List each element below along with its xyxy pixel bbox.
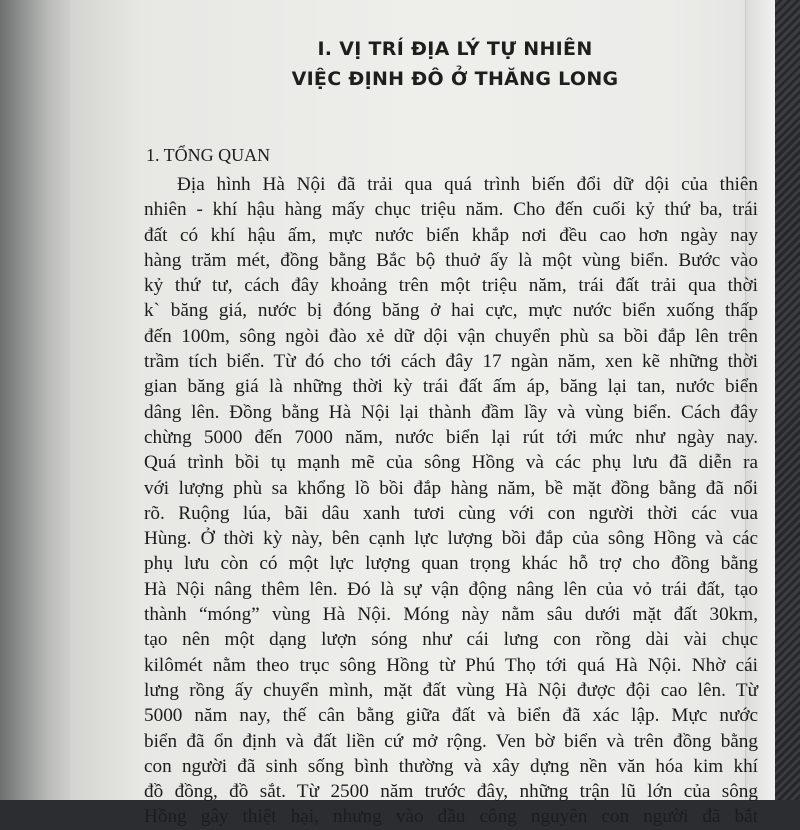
text-line: lưng rồng ấy chuyển mình, mặt đất vùng Hà Nội được đội cao lên. Từ [144,679,758,701]
text-line: phụ lưu còn có một lực lượng quan trọng khác hỗ trợ cho đồng bằng [144,553,758,575]
text-line: biển đã ổn định và đất liền cứ mở rộng. Ven bờ biển và trên đồng bằng [144,730,758,752]
background-left [0,0,80,800]
text-line: gian băng giá là những thời kỳ trái đất ấm áp, băng lại tan, nước biển [144,376,758,398]
text-line: nhiên - khí hậu hàng mấy chục triệu năm. Cho đến cuối kỷ thứ ba, trái [144,199,758,221]
text-line: với lượng phù sa khổng lồ bồi đắp hàng năm, bề mặt đồng bằng đã nổi [144,477,758,499]
background-right [775,0,800,800]
chapter-title-line-2: VIỆC ĐỊNH ĐÔ Ở THĂNG LONG [291,68,619,90]
text-line: đồ đồng, đồ sắt. Từ 2500 năm trước đây, những trận lũ lớn của sông [144,781,758,803]
text-line: tạo nên một dạng lượn sóng như cái lưng con rồng dài vài chục [144,629,758,651]
text-line: rõ. Ruộng lúa, bãi dâu xanh tươi cùng với con người thời các vua [144,502,758,524]
text-line: thành “móng” vùng Hà Nội. Móng này nằm sâu dưới mặt đất 30km, [144,604,758,626]
text-line: trầm tích biển. Từ đó cho tới cách đây 17 ngàn năm, xen kẽ những thời [144,351,758,373]
body-text [144,172,758,830]
text-line: kilômét nằm theo trục sông Hồng từ Phú Thọ tới quá Hà Nội. Nhờ cái [144,654,758,676]
text-line: Địa hình Hà Nội đã trải qua quá trình biến đổi dữ dội của thiên [177,174,758,195]
text-line: k` băng giá, nước bị đóng băng ở hai cực, mực nước biển xuống thấp [144,300,758,322]
text-line: con người đã sinh sống bình thường và xây dựng nền văn hóa kim khí [144,755,758,777]
text-line: hàng trăm mét, đồng bằng Bắc bộ thuở ấy là một vùng biển. Bước vào [144,249,758,271]
section-heading: 1. TỔNG QUAN [146,145,271,165]
text-line: đến 100m, sông ngòi đào xẻ dữ dội vận chuyển phù sa bồi đắp lên trên [144,325,758,347]
text-line: chừng 5000 đến 7000 năm, nước biển lại rút tới mức như ngày nay. [144,426,758,448]
chapter-title-line-1: I. VỊ TRÍ ĐỊA LÝ TỰ NHIÊN [317,38,593,60]
text-line: Quá trình bồi tụ mạnh mẽ của sông Hồng và các phụ lưu đã diễn ra [144,452,758,474]
text-line: đất có khí hậu ấm, mực nước biển khắp nơi đều cao hơn ngày nay [144,224,758,246]
text-line: kỷ thứ tư, cách đây khoảng trên một triệu năm, trái đất trải qua thời [144,275,758,297]
text-line: Hà Nội nâng thêm lên. Đó là sự vận động nâng lên của vỏ trái đất, tạo [144,578,758,600]
text-line: 5000 năm nay, thế cân bằng giữa đất và biển đã xác lập. Mực nước [144,705,758,727]
text-line: dâng lên. Đồng bằng Hà Nội lại thành đầm lầy và vùng biển. Cách đây [144,401,758,423]
text-line: Hùng. Ở thời kỳ này, bên cạnh lực lượng bồi đắp của sông Hồng và các [144,528,758,550]
text-line: Hồng gây thiệt hại, nhưng vào đầu công nguyên con người đã bắt [144,806,758,828]
